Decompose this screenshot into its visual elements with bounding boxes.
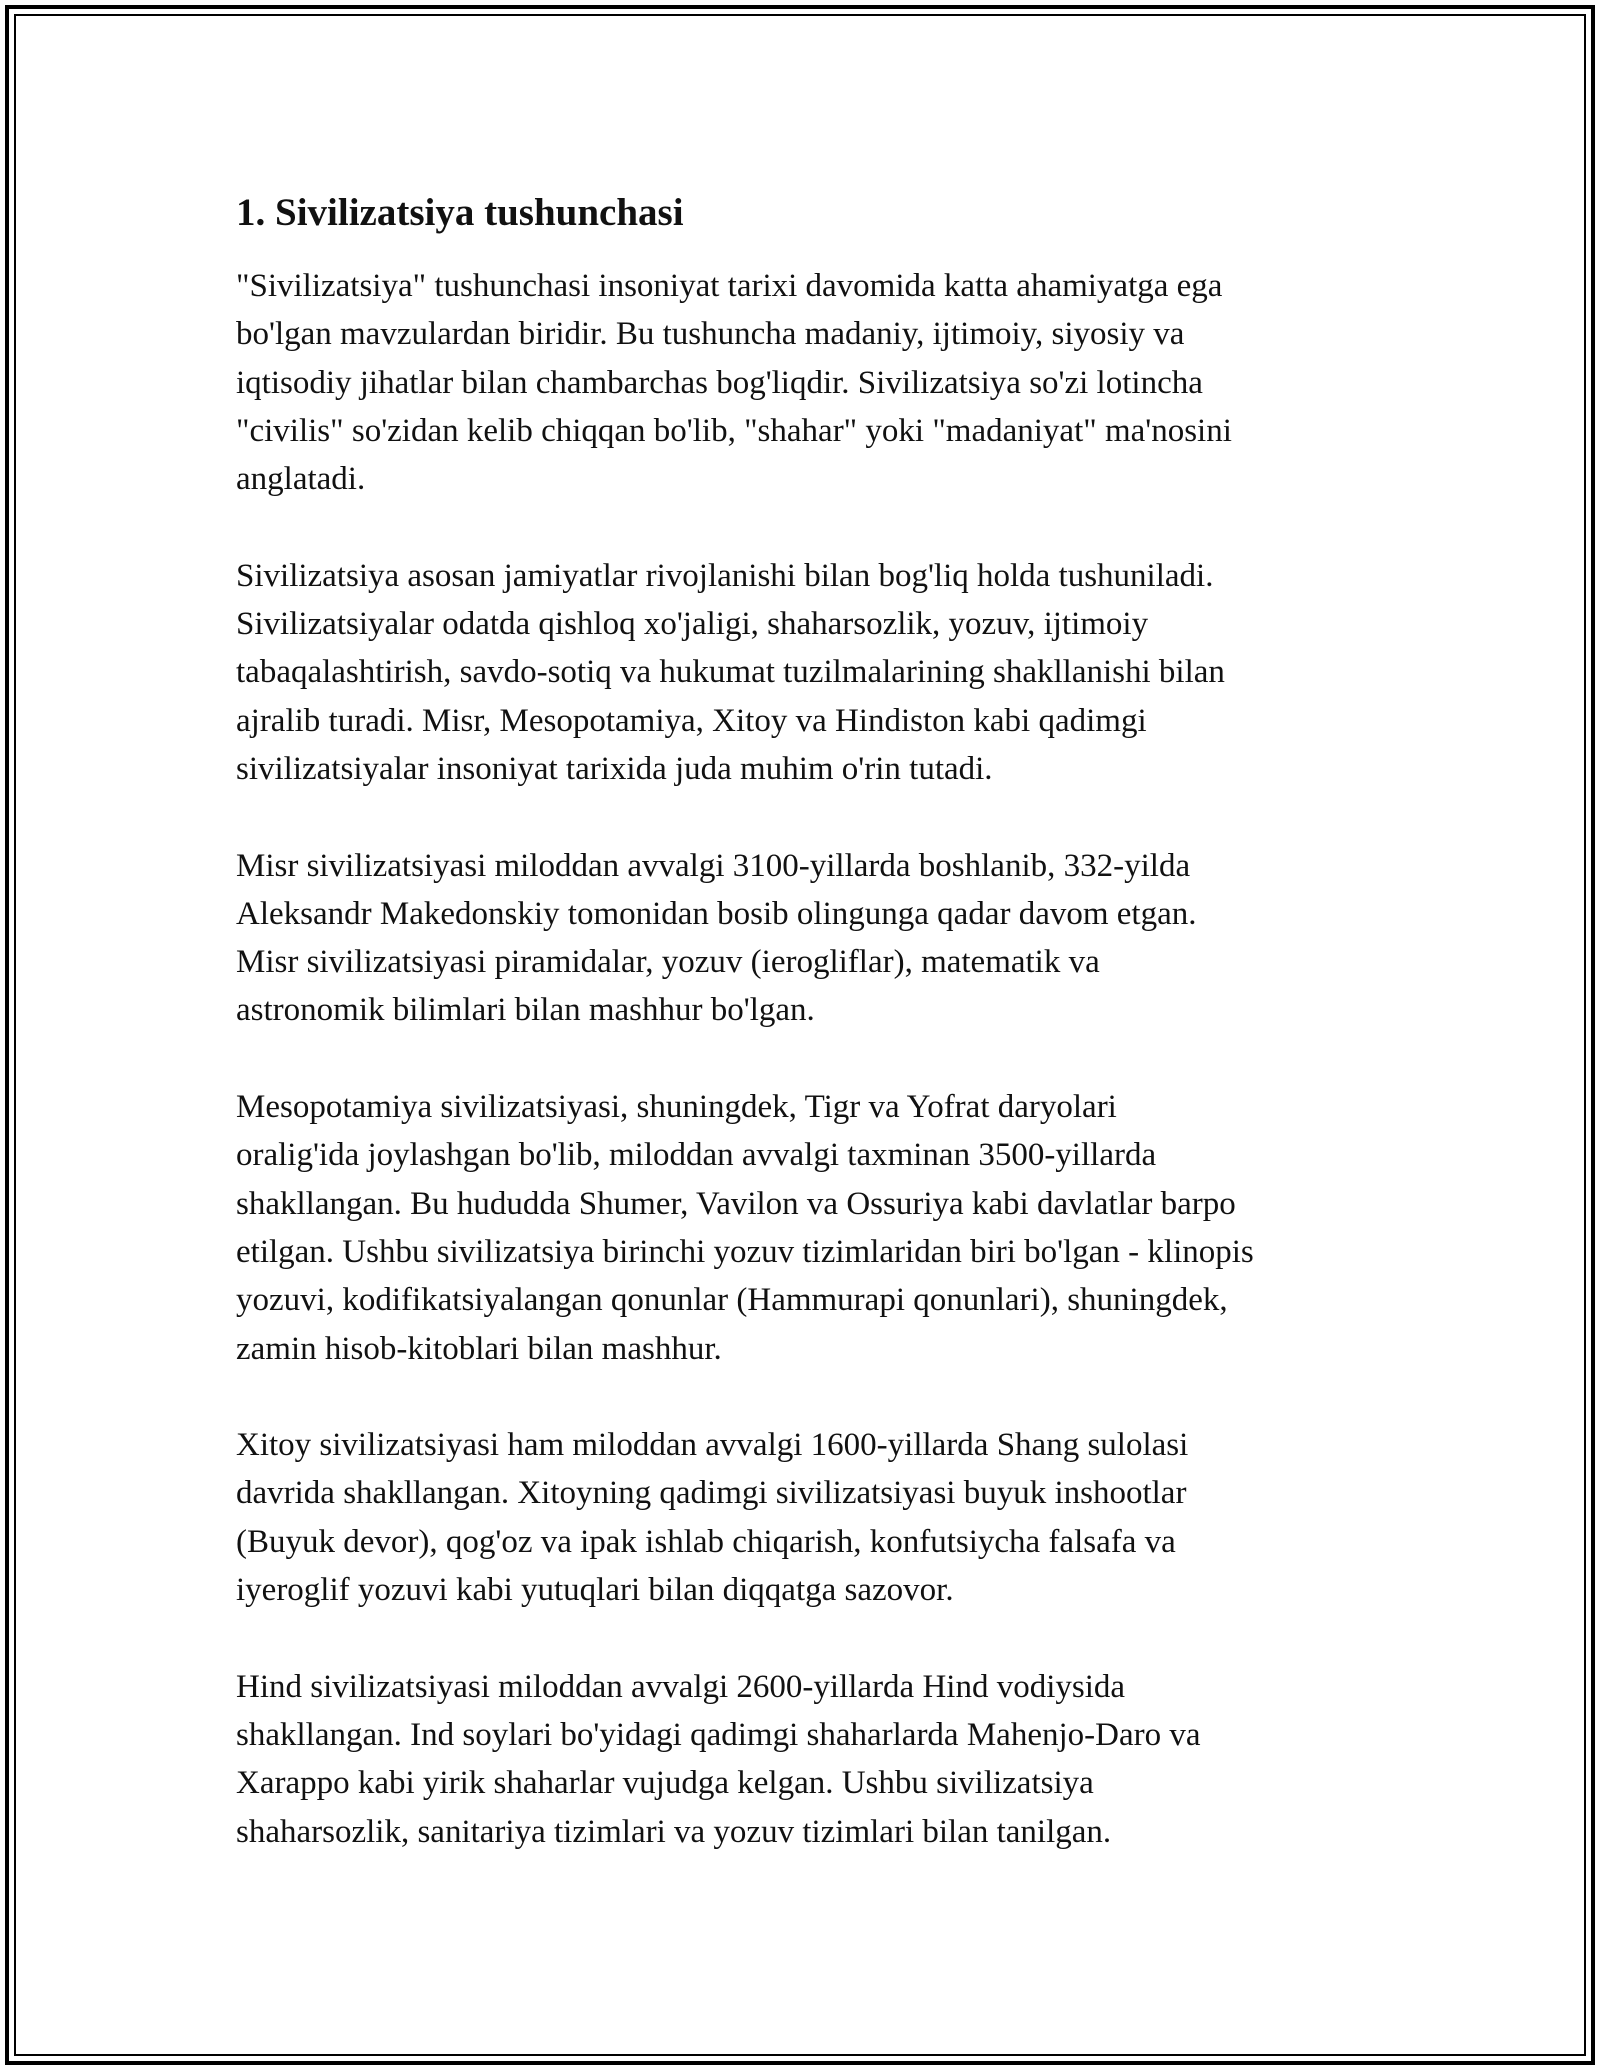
text-line: Mesopotamiya sivilizatsiyasi, shuningdek, Tigr va Yofrat daryolari [236, 1089, 1117, 1126]
paragraph-development [236, 552, 1376, 793]
text-line: astronomik bilimlari bilan mashhur bo'lgan. [236, 992, 815, 1029]
text-line: zamin hisob-kitoblari bilan mashhur. [236, 1330, 722, 1367]
section-heading: 1. Sivilizatsiya tushunchasi [236, 191, 684, 234]
text-line: oralig'ida joylashgan bo'lib, miloddan avvalgi taxminan 3500-yillarda [236, 1137, 1157, 1174]
text-line: (Buyuk devor), qog'oz va ipak ishlab chiqarish, konfutsiycha falsafa va [236, 1523, 1176, 1560]
text-line: Sivilizatsiya asosan jamiyatlar rivojlanishi bilan bog'liq holda tushuniladi. [236, 557, 1214, 594]
paragraph-egypt [236, 842, 1376, 1035]
text-line: ajralib turadi. Misr, Mesopotamiya, Xitoy va Hindiston kabi qadimgi [236, 702, 1147, 739]
text-line: Misr sivilizatsiyasi piramidalar, yozuv (ierogliflar), matematik va [236, 944, 1100, 981]
text-line: tabaqalashtirish, savdo-sotiq va hukumat tuzilmalarining shakllanishi bilan [236, 654, 1225, 691]
text-line: Xitoy sivilizatsiyasi ham miloddan avvalgi 1600-yillarda Shang sulolasi [236, 1427, 1189, 1464]
paragraph-india [236, 1663, 1376, 1856]
text-line: "civilis" so'zidan kelib chiqqan bo'lib, "shahar" yoki "madaniyat" ma'nosini [236, 412, 1232, 449]
text-line: Misr sivilizatsiyasi miloddan avvalgi 3100-yillarda boshlanib, 332-yilda [236, 847, 1191, 884]
text-line: Hind sivilizatsiyasi miloddan avvalgi 2600-yillarda Hind vodiysida [236, 1668, 1126, 1705]
document-body [236, 186, 1376, 1904]
text-line: davrida shakllangan. Xitoyning qadimgi sivilizatsiyasi buyuk inshootlar [236, 1475, 1187, 1512]
text-line: shakllangan. Bu hududda Shumer, Vavilon va Ossuriya kabi davlatlar barpo [236, 1185, 1236, 1222]
text-line: Sivilizatsiyalar odatda qishloq xo'jaligi, shaharsozlik, yozuv, ijtimoiy [236, 606, 1149, 643]
text-line: Xarappo kabi yirik shaharlar vujudga kelgan. Ushbu sivilizatsiya [236, 1765, 1094, 1802]
text-line: anglatadi. [236, 461, 366, 498]
text-line: Aleksandr Makedonskiy tomonidan bosib olingunga qadar davom etgan. [236, 895, 1197, 932]
paragraph-china [236, 1421, 1376, 1614]
text-line: "Sivilizatsiya" tushunchasi insoniyat tarixi davomida katta ahamiyatga ega [236, 268, 1223, 304]
text-line: bo'lgan mavzulardan biridir. Bu tushuncha madaniy, ijtimoiy, siyosiy va [236, 316, 1185, 353]
text-line: etilgan. Ushbu sivilizatsiya birinchi yozuv tizimlaridan biri bo'lgan - klinopis [236, 1233, 1254, 1270]
text-line: yozuvi, kodifikatsiyalangan qonunlar (Hammurapi qonunlari), shuningdek, [236, 1282, 1228, 1319]
paragraph-mesopotamia [236, 1083, 1376, 1373]
text-line: shakllangan. Ind soylari bo'yidagi qadimgi shaharlarda Mahenjo-Daro va [236, 1716, 1201, 1753]
text-line: sivilizatsiyalar insoniyat tarixida juda muhim o'rin tutadi. [236, 750, 993, 787]
text-line: shaharsozlik, sanitariya tizimlari va yozuv tizimlari bilan tanilgan. [236, 1813, 1112, 1850]
text-line: iqtisodiy jihatlar bilan chambarchas bog'liqdir. Sivilizatsiya so'zi lotincha [236, 364, 1203, 401]
paragraph-definition [236, 262, 1376, 503]
text-line: iyeroglif yozuvi kabi yutuqlari bilan diqqatga sazovor. [236, 1572, 954, 1609]
